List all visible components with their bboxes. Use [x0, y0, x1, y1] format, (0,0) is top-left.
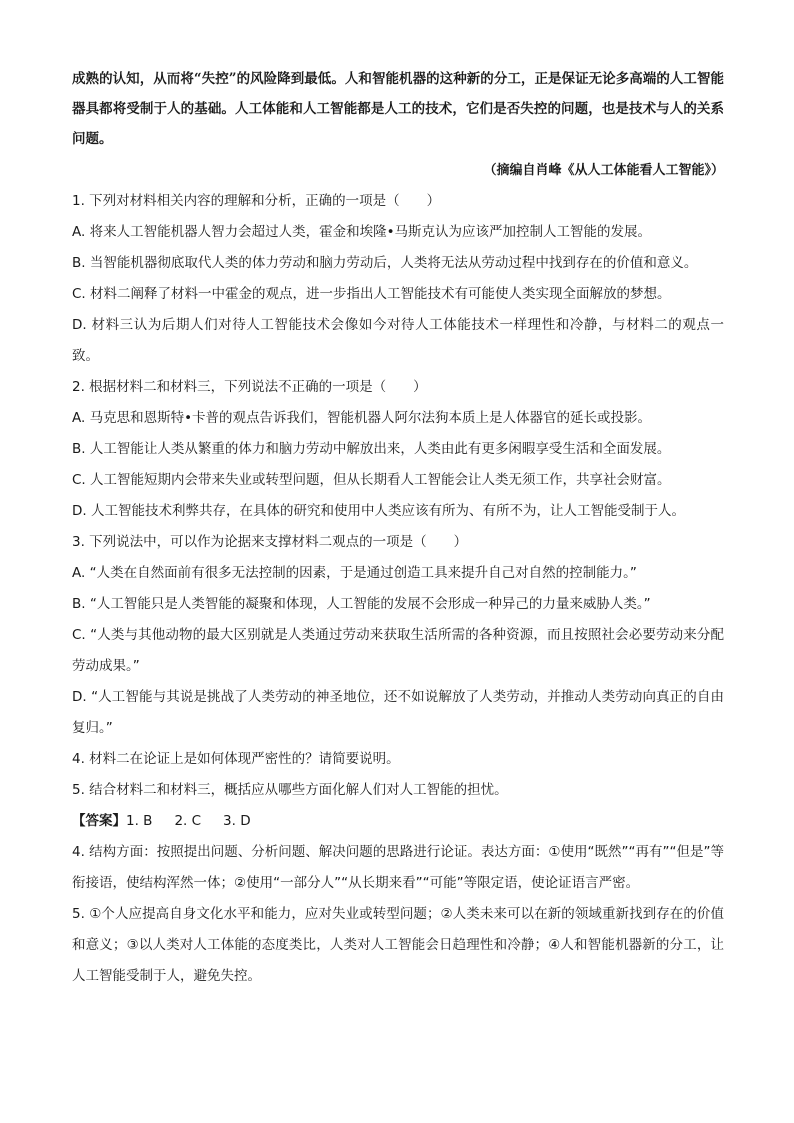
option-c: C. 材料二阐释了材料一中霍金的观点，进一步指出人工智能技术有可能使人类实现全面解放的梦想。 [72, 286, 671, 302]
option-b: B. “人工智能只是人类智能的凝聚和体现，人工智能的发展不会形成一种异己的力量来威胁人类。” [72, 596, 651, 612]
question-5-stem: 5. 结合材料二和材料三，概括应从哪些方面化解人们对人工智能的担忧。 [72, 782, 508, 798]
option-d: D. 材料三认为后期人们对待人工智能技术会像如今对待人工体能技术一样理性和冷静，与材料二的观点一致。 [72, 317, 724, 364]
option-d: D. 人工智能技术利弊共存，在具体的研究和使用中人类应该有所为、有所不为，让人工智能受制于人。 [72, 503, 685, 519]
option-d: D. “人工智能与其说是挑战了人类劳动的神圣地位，还不如说解放了人类劳动，并推动人类劳动向真正的自由复归。” [72, 689, 724, 736]
question-2 [72, 372, 724, 527]
question-stem: 1. 下列对材料相关内容的理解和分析，正确的一项是（ ） [72, 193, 441, 209]
answer-1: 1. B [126, 813, 153, 829]
option-a: A. 将来人工智能机器人智力会超过人类，霍金和埃隆•马斯克认为应该严加控制人工智能的发展。 [72, 224, 652, 240]
answer-4: 4. 结构方面：按照提出问题、分析问题、解决问题的思路进行论证。表达方面：①使用“既然”“再有”“但是”等衔接语，使结构浑然一体；②使用“一部分人”“从长期来看”“可能”等限定语，使论证语言严密。 [72, 844, 724, 891]
document-page [72, 64, 724, 992]
question-4-stem: 4. 材料二在论证上是如何体现严密性的？请简要说明。 [72, 751, 400, 767]
answer-5: 5. ①个人应提高自身文化水平和能力，应对失业或转型问题；②人类未来可以在新的领域重新找到存在的价值和意义；③以人类对人工体能的态度类比，人类对人工智能会日趋理性和冷静；④人和智能机器新的分工，让人工智能受制于人，避免失控。 [72, 906, 724, 984]
answer-choices [72, 806, 724, 837]
option-b: B. 当智能机器彻底取代人类的体力劳动和脑力劳动后，人类将无法从劳动过程中找到存在的价值和意义。 [72, 255, 698, 271]
answer-section [72, 806, 724, 992]
source-citation: （摘编自肖峰《从人工体能看人工智能》） [483, 163, 724, 178]
option-a: A. “人类在自然面前有很多无法控制的因素，于是通过创造工具来提升自己对自然的控制能力。” [72, 565, 637, 581]
option-c: C. “人类与其他动物的最大区别就是人类通过劳动来获取生活所需的各种资源，而且按照社会必要劳动来分配劳动成果。” [72, 627, 724, 674]
question-stem: 3. 下列说法中，可以作为论据来支撑材料二观点的一项是（ ） [72, 534, 468, 550]
answer-2: 2. C [174, 813, 202, 829]
intro-paragraph: 成熟的认知，从而将“失控”的风险降到最低。人和智能机器的这种新的分工，正是保证无论多高端的人工智能器具都将受制于人的基础。人工体能和人工智能都是人工的技术，它们是否失控的问题，也是技术与人的关系问题。 [72, 71, 724, 147]
answer-label: 【答案】 [72, 813, 126, 829]
question-1 [72, 186, 724, 372]
answer-3: 3. D [223, 813, 251, 829]
option-a: A. 马克思和恩斯特•卡普的观点告诉我们，智能机器人阿尔法狗本质上是人体器官的延长或投影。 [72, 410, 652, 426]
option-b: B. 人工智能让人类从繁重的体力和脑力劳动中解放出来，人类由此有更多闲暇享受生活和全面发展。 [72, 441, 671, 457]
question-3 [72, 527, 724, 744]
option-c: C. 人工智能短期内会带来失业或转型问题，但从长期看人工智能会让人类无须工作，共享社会财富。 [72, 472, 671, 488]
question-stem: 2. 根据材料二和材料三，下列说法不正确的一项是（ ） [72, 379, 427, 395]
